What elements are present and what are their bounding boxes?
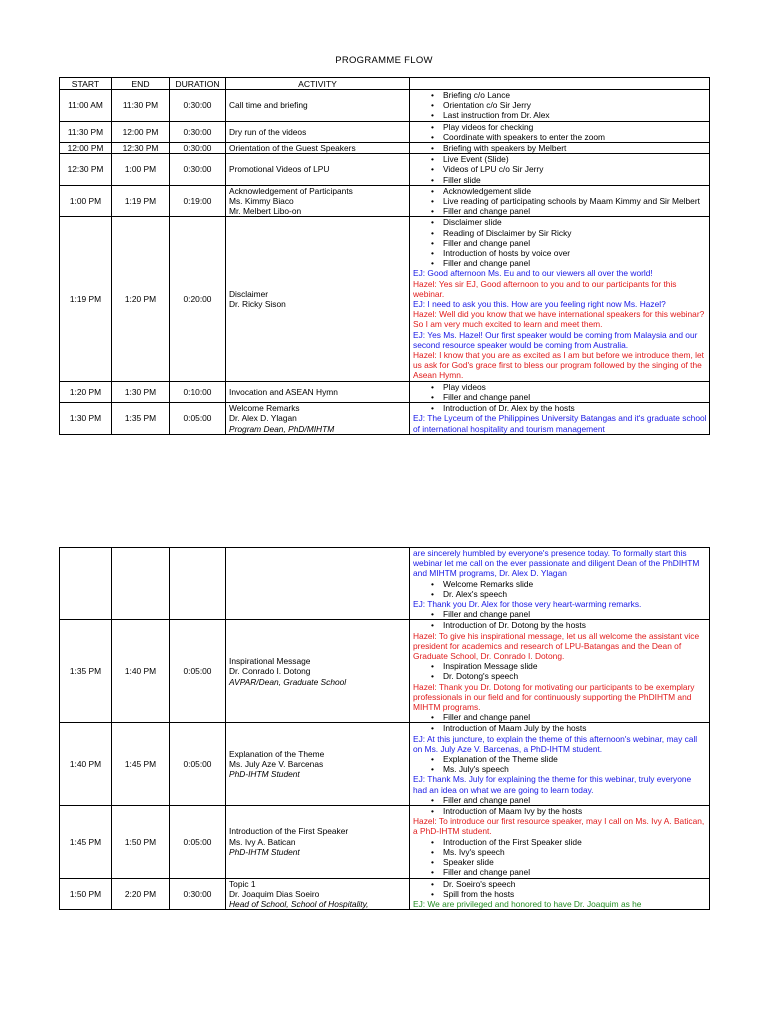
task-item: • Introduction of Dr. Alex by the hosts: [443, 403, 707, 413]
table-row: [60, 878, 710, 910]
task-list: [413, 661, 707, 681]
task-item: • Introduction of Dr. Dotong by the hosts: [443, 620, 707, 630]
activity-cell: [226, 185, 410, 217]
task-item: • Spill from the hosts: [443, 889, 707, 899]
activity-line: Ms. Kimmy Biaco: [229, 196, 294, 207]
table-row: [60, 185, 710, 217]
duration-cell: [170, 548, 226, 620]
end-cell: 1:00 PM: [112, 154, 170, 186]
end-cell: 1:50 PM: [112, 806, 170, 878]
task-list: [413, 754, 707, 774]
host-script-line: EJ: Good afternoon Ms. Eu and to our viewers all over the world!: [413, 268, 653, 279]
activity-line: Acknowledgement of Participants: [229, 185, 353, 196]
task-item: • Ms. Ivy's speech: [443, 847, 707, 857]
host-script-line: EJ: Thank you Dr. Alex for those very heart-warming remarks.: [413, 599, 642, 610]
activity-cell: [226, 90, 410, 122]
activity-cell: [226, 620, 410, 723]
details-cell: [410, 381, 710, 402]
activity-position: PhD-IHTM Student: [229, 769, 300, 780]
end-cell: 1:19 PM: [112, 185, 170, 217]
table-row: [60, 217, 710, 381]
details-cell: [410, 143, 710, 154]
activity-line: Dr. Joaquim Dias Soeiro: [229, 888, 320, 899]
task-item: • Live reading of participating schools by Maam Kimmy and Sir Melbert: [443, 196, 707, 206]
activity-cell: [226, 143, 410, 154]
details-cell: [410, 548, 710, 620]
end-cell: 11:30 PM: [112, 90, 170, 122]
task-item: • Explanation of the Theme slide: [443, 754, 707, 764]
host-script-line: are sincerely humbled by everyone's presence today. To formally start this webinar let me call on the ever passionate and diligent Dean of the PhDIHTM and MIHTM programs, Dr. Alex D. Ylagan: [413, 548, 700, 579]
table-body: [60, 90, 710, 435]
task-item: • Videos of LPU c/o Sir Jerry: [443, 164, 707, 174]
activity-cell: [226, 121, 410, 142]
task-item: • Welcome Remarks slide: [443, 579, 707, 589]
activity-cell: [226, 806, 410, 878]
task-list: [413, 403, 707, 413]
activity-line: Welcome Remarks: [229, 403, 300, 414]
task-item: • Filler and change panel: [443, 867, 707, 877]
activity-position: Head of School, School of Hospitality,: [229, 898, 369, 909]
details-cell: [410, 185, 710, 217]
activity-position: AVPAR/Dean, Graduate School: [229, 676, 347, 687]
activity-line: Dr. Ricky Sison: [229, 299, 286, 310]
activity-line: Explanation of the Theme: [229, 748, 325, 759]
task-item: • Filler and change panel: [443, 238, 707, 248]
activity-line: Call time and briefing: [229, 100, 308, 111]
details-cell: [410, 121, 710, 142]
activity-cell: [226, 403, 410, 435]
task-item: • Introduction of hosts by voice over: [443, 248, 707, 258]
duration-cell: 0:30:00: [170, 878, 226, 910]
host-script-line: EJ: I need to ask you this. How are you feeling right now Ms. Hazel?: [413, 299, 666, 310]
duration-cell: 0:05:00: [170, 806, 226, 878]
host-script-line: EJ: Yes Ms. Hazel! Our first speaker would be coming from Malaysia and our second resource speaker would be coming from Australia.: [413, 329, 698, 350]
task-item: • Inspiration Message slide: [443, 661, 707, 671]
duration-cell: 0:30:00: [170, 90, 226, 122]
details-cell: [410, 90, 710, 122]
table-body: [60, 548, 710, 910]
start-cell: 11:00 AM: [60, 90, 112, 122]
start-cell: 1:45 PM: [60, 806, 112, 878]
end-cell: 1:30 PM: [112, 381, 170, 402]
end-cell: 1:20 PM: [112, 217, 170, 381]
activity-cell: [226, 154, 410, 186]
task-item: • Briefing with speakers by Melbert: [443, 143, 707, 153]
table-row: [60, 143, 710, 154]
start-cell: 1:20 PM: [60, 381, 112, 402]
duration-cell: 0:05:00: [170, 723, 226, 806]
header-activity: ACTIVITY: [226, 78, 410, 90]
task-list: [413, 712, 707, 722]
table-row: [60, 723, 710, 806]
header-duration: DURATION: [170, 78, 226, 90]
task-item: • Briefing c/o Lance: [443, 90, 707, 100]
task-list: [413, 217, 707, 268]
host-script-line: EJ: Thank Ms. July for explaining the theme for this webinar, truly everyone had an idea on what we are going to learn today.: [413, 774, 692, 795]
task-item: • Dr. Alex's speech: [443, 589, 707, 599]
start-cell: 1:50 PM: [60, 878, 112, 910]
task-item: • Dr. Soeiro's speech: [443, 879, 707, 889]
task-list: [413, 795, 707, 805]
end-cell: 1:45 PM: [112, 723, 170, 806]
end-cell: 2:20 PM: [112, 878, 170, 910]
task-list: [413, 806, 707, 816]
activity-line: Ms. July Aze V. Barcenas: [229, 759, 324, 770]
host-script-line: Hazel: Thank you Dr. Dotong for motivating our participants to be exemplary professionals in our field and for continuously supporting the PhDIHTM and MIHTM programs.: [413, 681, 695, 713]
page-title: PROGRAMME FLOW: [335, 55, 433, 66]
end-cell: 1:35 PM: [112, 403, 170, 435]
duration-cell: 0:19:00: [170, 185, 226, 217]
host-script-line: Hazel: I know that you are as excited as I am but before we introduce them, let us ask for God's grace first to bless our program followed by the singing of the Asean Hymn.: [413, 350, 704, 381]
task-list: [413, 143, 707, 153]
task-item: • Filler and change panel: [443, 712, 707, 722]
start-cell: 1:40 PM: [60, 723, 112, 806]
task-item: • Play videos: [443, 382, 707, 392]
start-cell: 1:35 PM: [60, 620, 112, 723]
start-cell: 12:30 PM: [60, 154, 112, 186]
activity-cell: [226, 548, 410, 620]
end-cell: 1:40 PM: [112, 620, 170, 723]
start-cell: 1:00 PM: [60, 185, 112, 217]
task-list: [413, 879, 707, 899]
task-item: • Introduction of the First Speaker slide: [443, 837, 707, 847]
task-item: • Orientation c/o Sir Jerry: [443, 100, 707, 110]
activity-line: Invocation and ASEAN Hymn: [229, 386, 338, 397]
table-row: [60, 121, 710, 142]
activity-cell: [226, 878, 410, 910]
task-list: [413, 579, 707, 599]
table-row: [60, 620, 710, 723]
details-cell: [410, 217, 710, 381]
table-row: [60, 381, 710, 402]
task-item: • Coordinate with speakers to enter the zoom: [443, 132, 707, 142]
start-cell: 1:19 PM: [60, 217, 112, 381]
programme-table-page-1: [59, 77, 710, 435]
host-script-line: EJ: The Lyceum of the Philippines University Batangas and it's graduate school of international hospitality and tourism management: [413, 413, 707, 434]
task-item: • Speaker slide: [443, 857, 707, 867]
activity-line: Dr. Alex D. Ylagan: [229, 413, 297, 424]
task-item: • Acknowledgement slide: [443, 186, 707, 196]
duration-cell: 0:10:00: [170, 381, 226, 402]
activity-line: Topic 1: [229, 878, 256, 889]
duration-cell: 0:20:00: [170, 217, 226, 381]
task-list: [413, 90, 707, 121]
details-cell: [410, 723, 710, 806]
start-cell: 11:30 PM: [60, 121, 112, 142]
duration-cell: 0:05:00: [170, 620, 226, 723]
task-list: [413, 620, 707, 630]
header-end: END: [112, 78, 170, 90]
duration-cell: 0:30:00: [170, 154, 226, 186]
task-item: • Filler and change panel: [443, 392, 707, 402]
host-script-line: EJ: We are privileged and honored to have Dr. Joaquim as he: [413, 898, 642, 909]
end-cell: 12:00 PM: [112, 121, 170, 142]
details-cell: [410, 620, 710, 723]
activity-cell: [226, 217, 410, 381]
task-item: • Introduction of Maam Ivy by the hosts: [443, 806, 707, 816]
activity-line: Introduction of the First Speaker: [229, 826, 349, 837]
duration-cell: 0:05:00: [170, 403, 226, 435]
task-item: • Filler and change panel: [443, 206, 707, 216]
duration-cell: 0:30:00: [170, 143, 226, 154]
details-cell: [410, 806, 710, 878]
task-item: • Reading of Disclaimer by Sir Ricky: [443, 228, 707, 238]
table-row: [60, 403, 710, 435]
task-item: • Play videos for checking: [443, 122, 707, 132]
task-item: • Ms. July's speech: [443, 764, 707, 774]
task-item: • Disclaimer slide: [443, 217, 707, 227]
activity-line: Orientation of the Guest Speakers: [229, 143, 356, 154]
task-item: • Filler and change panel: [443, 258, 707, 268]
header-details: [410, 78, 710, 90]
task-item: • Live Event (Slide): [443, 154, 707, 164]
activity-line: Dry run of the videos: [229, 126, 307, 137]
activity-line: Ms. Ivy A. Batican: [229, 836, 296, 847]
activity-line: Promotional Videos of LPU: [229, 164, 330, 175]
host-script-line: Hazel: To introduce our first resource speaker, may I call on Ms. Ivy A. Batican, a PhD-IHTM student.: [413, 816, 705, 837]
task-list: [413, 723, 707, 733]
end-cell: [112, 548, 170, 620]
task-item: • Filler slide: [443, 175, 707, 185]
details-cell: [410, 403, 710, 435]
activity-line: Disclaimer: [229, 288, 269, 299]
start-cell: [60, 548, 112, 620]
task-list: [413, 154, 707, 185]
host-script-line: Hazel: Well did you know that we have international speakers for this webinar? So I am very much excited to learn and meet them.: [413, 309, 705, 330]
table-row: [60, 806, 710, 878]
programme-table-page-2: [59, 547, 710, 910]
task-item: • Filler and change panel: [443, 795, 707, 805]
start-cell: 1:30 PM: [60, 403, 112, 435]
end-cell: 12:30 PM: [112, 143, 170, 154]
task-item: • Dr. Dotong's speech: [443, 671, 707, 681]
task-item: • Last instruction from Dr. Alex: [443, 110, 707, 120]
table-row: [60, 548, 710, 620]
activity-line: Inspirational Message: [229, 656, 311, 667]
table-row: [60, 154, 710, 186]
activity-cell: [226, 381, 410, 402]
activity-position: PhD-IHTM Student: [229, 846, 300, 857]
activity-line: Dr. Conrado I. Dotong: [229, 666, 311, 677]
host-script-line: Hazel: Yes sir EJ, Good afternoon to you and to our participants for this webinar.: [413, 278, 677, 299]
task-list: [413, 837, 707, 878]
start-cell: 12:00 PM: [60, 143, 112, 154]
activity-cell: [226, 723, 410, 806]
host-script-line: EJ: At this juncture, to explain the theme of this afternoon's webinar, may call on Ms. July Aze V. Barcenas, a PhD-IHTM student.: [413, 733, 698, 754]
host-script-line: Hazel: To give his inspirational message, let us all welcome the assistant vice president for academics and research of LPU-Batangas and the Dean of Graduate School, Dr. Conrado I. Dotong.: [413, 630, 700, 662]
table-row: [60, 90, 710, 122]
task-item: • Introduction of Maam July by the hosts: [443, 723, 707, 733]
header-row: [60, 78, 710, 90]
details-cell: [410, 154, 710, 186]
details-cell: [410, 878, 710, 910]
task-list: [413, 382, 707, 402]
duration-cell: 0:30:00: [170, 121, 226, 142]
header-start: START: [60, 78, 112, 90]
task-list: [413, 609, 707, 619]
activity-position: Program Dean, PhD/MIHTM: [229, 423, 335, 434]
task-list: [413, 186, 707, 217]
task-item: • Filler and change panel: [443, 609, 707, 619]
task-list: [413, 122, 707, 142]
activity-line: Mr. Melbert Libo-on: [229, 206, 302, 217]
